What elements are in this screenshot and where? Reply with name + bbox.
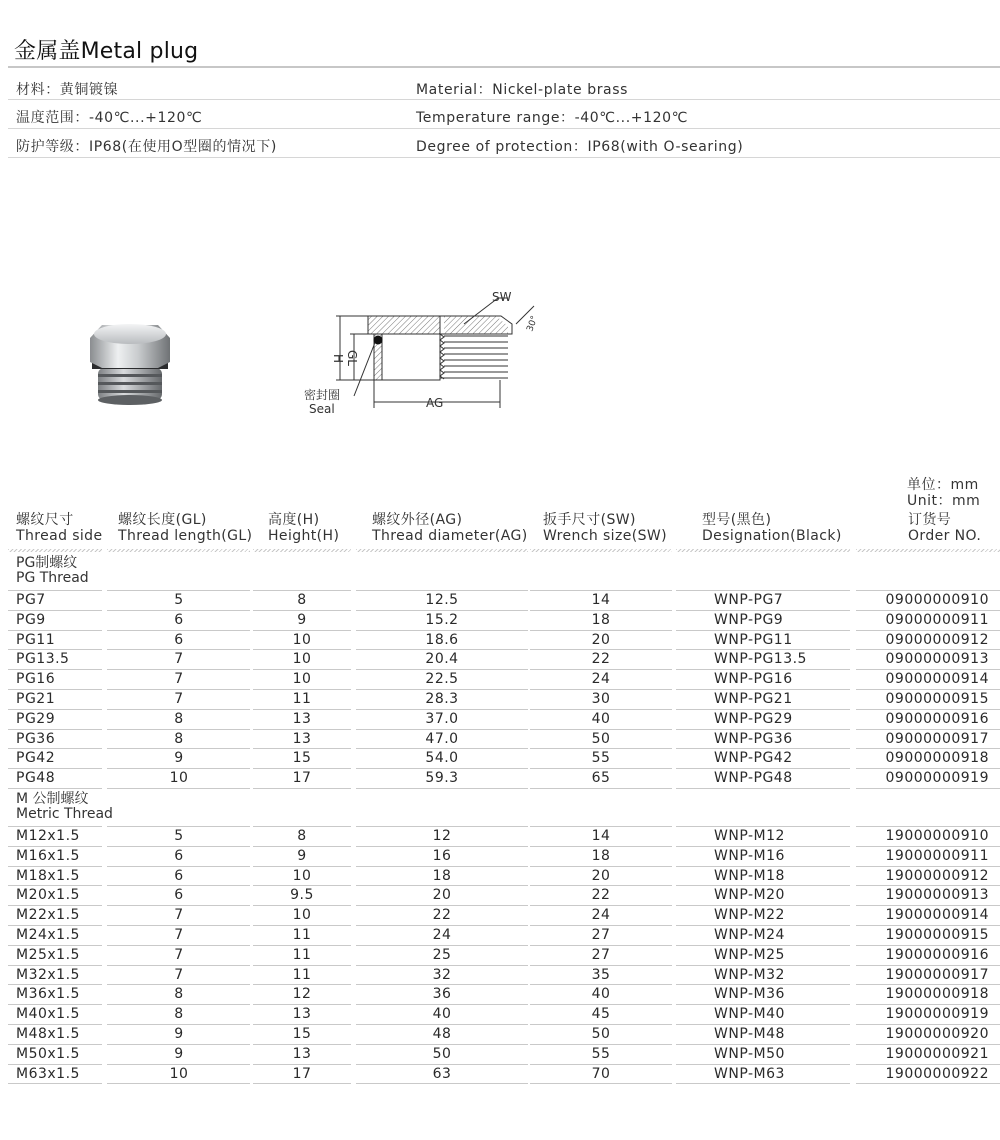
header-thread-diameter <box>372 512 528 544</box>
label-seal-en: Seal <box>309 402 335 416</box>
cell-height: 13 <box>292 710 312 727</box>
title-divider <box>8 66 1000 68</box>
row-divider <box>676 1083 850 1084</box>
cell-wrench-size: 20 <box>591 867 611 884</box>
cell-order-no: 19000000916 <box>885 946 989 963</box>
cell-thread-side: M63x1.5 <box>16 1065 80 1082</box>
cell-thread-length: 7 <box>174 946 184 963</box>
label-gl: GL <box>345 350 359 366</box>
cell-thread-length: 7 <box>174 927 184 943</box>
row-divider <box>8 788 102 789</box>
spec-divider <box>8 128 1000 129</box>
cell-order-no: 19000000919 <box>885 1006 989 1023</box>
cell-thread-diameter: 22 <box>432 907 452 924</box>
row-divider <box>356 1083 528 1084</box>
section-subtitle: PG Thread <box>16 570 89 586</box>
header-designation <box>702 512 842 544</box>
cell-height: 10 <box>292 671 312 688</box>
cell-order-no: 19000000914 <box>885 907 989 924</box>
unit-label-cn: 单位：mm <box>907 477 979 493</box>
cell-thread-diameter: 18.6 <box>425 631 459 648</box>
row-divider <box>676 788 850 789</box>
cell-thread-length: 6 <box>174 847 184 864</box>
row-divider <box>107 1083 250 1084</box>
cell-thread-length: 6 <box>174 611 184 628</box>
spec-temperature-en: Temperature range：-40℃...+120℃ <box>416 110 688 126</box>
cell-thread-diameter: 22.5 <box>425 671 459 688</box>
cell-thread-length: 7 <box>174 671 184 688</box>
cell-wrench-size: 55 <box>591 750 611 767</box>
cell-order-no: 09000000912 <box>885 631 989 648</box>
page-title: 金属盖Metal plug <box>14 39 199 64</box>
cell-thread-diameter: 50 <box>432 1045 452 1062</box>
cell-thread-side: M48x1.5 <box>16 1026 80 1042</box>
spec-protection-en: Degree of protection：IP68(with O-searing) <box>416 139 744 155</box>
cell-order-no: 09000000918 <box>885 750 989 767</box>
header-height <box>268 512 339 544</box>
header-cn: 螺纹外径(AG) <box>372 512 463 528</box>
cell-designation: WNP-PG16 <box>714 671 793 688</box>
cell-thread-diameter: 59.3 <box>425 770 459 787</box>
cell-height: 9 <box>297 847 307 864</box>
label-angle: 30° <box>525 314 541 334</box>
cell-designation: WNP-PG7 <box>714 592 784 608</box>
cell-thread-length: 9 <box>174 1026 184 1042</box>
cell-thread-side: M22x1.5 <box>16 907 80 924</box>
cell-designation: WNP-PG48 <box>714 770 793 787</box>
cell-designation: WNP-M50 <box>714 1045 785 1062</box>
cell-thread-side: PG16 <box>16 671 56 688</box>
unit-label-en: Unit：mm <box>907 493 981 509</box>
cell-order-no: 09000000911 <box>885 611 989 628</box>
cell-order-no: 09000000910 <box>885 592 989 608</box>
cell-designation: WNP-PG11 <box>714 631 793 648</box>
cell-thread-length: 6 <box>174 867 184 884</box>
cell-order-no: 19000000920 <box>885 1026 989 1042</box>
cell-wrench-size: 14 <box>591 592 611 608</box>
cell-height: 13 <box>292 1006 312 1023</box>
section-subtitle: Metric Thread <box>16 806 113 822</box>
cell-designation: WNP-M24 <box>714 927 785 943</box>
cell-designation: WNP-PG42 <box>714 750 793 767</box>
cell-wrench-size: 24 <box>591 671 611 688</box>
cell-wrench-size: 27 <box>591 927 611 943</box>
header-wrench-size <box>543 512 667 544</box>
cell-thread-side: M12x1.5 <box>16 828 80 844</box>
cell-thread-side: M16x1.5 <box>16 847 80 864</box>
row-divider <box>356 788 528 789</box>
cell-thread-side: M50x1.5 <box>16 1045 80 1062</box>
label-ag: AG <box>426 396 444 410</box>
header-en: Thread length(GL) <box>118 528 253 544</box>
cell-thread-diameter: 20.4 <box>425 651 459 668</box>
header-cn: 螺纹长度(GL) <box>118 512 207 528</box>
cell-wrench-size: 50 <box>591 1026 611 1042</box>
cell-thread-side: PG11 <box>16 631 56 648</box>
cell-designation: WNP-PG13.5 <box>714 651 807 668</box>
section-title: M 公制螺纹 <box>16 791 89 807</box>
cell-designation: WNP-M22 <box>714 907 785 924</box>
header-divider <box>8 549 102 552</box>
cell-wrench-size: 20 <box>591 631 611 648</box>
cell-thread-diameter: 18 <box>432 867 452 884</box>
header-thread-side <box>16 512 103 544</box>
cell-height: 15 <box>292 1026 312 1042</box>
header-cn: 订货号 <box>908 512 952 528</box>
cell-thread-length: 10 <box>169 1065 189 1082</box>
cell-designation: WNP-M32 <box>714 966 785 983</box>
cell-height: 10 <box>292 631 312 648</box>
cell-thread-side: M36x1.5 <box>16 986 80 1003</box>
label-seal-cn: 密封圈 <box>304 388 341 402</box>
row-divider <box>8 1083 102 1084</box>
spec-divider <box>8 157 1000 158</box>
cell-thread-diameter: 54.0 <box>425 750 459 767</box>
header-en: Thread diameter(AG) <box>372 528 528 544</box>
row-divider <box>253 788 351 789</box>
spec-material-cn: 材料：黄铜镀镍 <box>16 82 119 98</box>
cell-thread-length: 5 <box>174 828 184 844</box>
cell-designation: WNP-PG9 <box>714 611 784 628</box>
header-divider <box>253 549 351 552</box>
cell-order-no: 09000000913 <box>885 651 989 668</box>
header-divider <box>356 549 528 552</box>
header-thread-length <box>118 512 252 544</box>
header-en: Height(H) <box>268 528 340 544</box>
cell-thread-side: M40x1.5 <box>16 1006 80 1023</box>
cell-designation: WNP-M40 <box>714 1006 785 1023</box>
header-cn: 型号(黑色) <box>702 512 772 528</box>
cell-order-no: 19000000911 <box>885 847 989 864</box>
cell-wrench-size: 55 <box>591 1045 611 1062</box>
cell-height: 17 <box>292 770 312 787</box>
cell-designation: WNP-M36 <box>714 986 785 1003</box>
cell-height: 10 <box>292 907 312 924</box>
dimension-drawing <box>296 284 556 418</box>
cell-thread-length: 8 <box>174 710 184 727</box>
cell-height: 9.5 <box>290 887 314 904</box>
cell-thread-diameter: 36 <box>432 986 452 1003</box>
cell-wrench-size: 14 <box>591 828 611 844</box>
cell-thread-diameter: 47.0 <box>425 730 459 747</box>
spec-divider <box>8 99 1000 100</box>
header-divider <box>856 549 1000 552</box>
header-en: Designation(Black) <box>702 528 842 544</box>
cell-thread-diameter: 12 <box>432 828 452 844</box>
cell-wrench-size: 40 <box>591 710 611 727</box>
cell-thread-diameter: 24 <box>432 927 452 943</box>
cell-wrench-size: 50 <box>591 730 611 747</box>
cell-wrench-size: 35 <box>591 966 611 983</box>
cell-wrench-size: 18 <box>591 847 611 864</box>
cell-thread-side: M18x1.5 <box>16 867 80 884</box>
cell-height: 11 <box>292 946 312 963</box>
cell-height: 10 <box>292 651 312 668</box>
cell-height: 11 <box>292 927 312 943</box>
cell-thread-diameter: 63 <box>432 1065 452 1082</box>
cell-order-no: 09000000916 <box>885 710 989 727</box>
cell-designation: WNP-PG29 <box>714 710 793 727</box>
cell-height: 8 <box>297 592 307 608</box>
row-divider <box>107 788 250 789</box>
cell-thread-side: PG7 <box>16 592 46 608</box>
cell-wrench-size: 22 <box>591 887 611 904</box>
cell-order-no: 19000000915 <box>885 927 989 943</box>
cell-thread-side: M32x1.5 <box>16 966 80 983</box>
cell-thread-length: 8 <box>174 1006 184 1023</box>
row-divider <box>530 1083 672 1084</box>
cell-thread-length: 10 <box>169 770 189 787</box>
row-divider <box>856 788 1000 789</box>
cell-order-no: 19000000917 <box>885 966 989 983</box>
cell-designation: WNP-M18 <box>714 867 785 884</box>
cell-thread-length: 7 <box>174 907 184 924</box>
cell-wrench-size: 70 <box>591 1065 611 1082</box>
header-divider <box>676 549 850 552</box>
cell-thread-length: 7 <box>174 651 184 668</box>
cell-designation: WNP-PG21 <box>714 691 793 707</box>
cell-order-no: 09000000914 <box>885 671 989 688</box>
cell-height: 11 <box>292 691 312 707</box>
cell-thread-length: 9 <box>174 750 184 767</box>
cell-thread-length: 6 <box>174 887 184 904</box>
cell-order-no: 19000000921 <box>885 1045 989 1062</box>
cell-thread-side: PG42 <box>16 750 56 767</box>
cell-height: 12 <box>292 986 312 1003</box>
cell-thread-side: PG36 <box>16 730 56 747</box>
cell-thread-side: PG21 <box>16 691 56 707</box>
cell-thread-side: PG48 <box>16 770 56 787</box>
header-cn: 螺纹尺寸 <box>16 512 74 528</box>
header-en: Order NO. <box>908 528 982 544</box>
header-cn: 扳手尺寸(SW) <box>543 512 636 528</box>
label-h: H <box>331 354 345 364</box>
spec-protection-cn: 防护等级：IP68(在使用O型圈的情况下) <box>16 139 277 155</box>
header-cn: 高度(H) <box>268 512 320 528</box>
cell-thread-diameter: 40 <box>432 1006 452 1023</box>
cell-designation: WNP-M48 <box>714 1026 785 1042</box>
cell-thread-diameter: 20 <box>432 887 452 904</box>
cell-thread-diameter: 28.3 <box>425 691 459 707</box>
header-divider <box>530 549 672 552</box>
cell-thread-length: 6 <box>174 631 184 648</box>
header-en: Thread side <box>16 528 103 544</box>
cell-height: 13 <box>292 1045 312 1062</box>
cell-designation: WNP-M63 <box>714 1065 785 1082</box>
cell-designation: WNP-M16 <box>714 847 785 864</box>
cell-thread-length: 9 <box>174 1045 184 1062</box>
cell-thread-diameter: 12.5 <box>425 592 459 608</box>
cell-wrench-size: 22 <box>591 651 611 668</box>
cell-height: 13 <box>292 730 312 747</box>
cell-thread-length: 8 <box>174 730 184 747</box>
cell-wrench-size: 40 <box>591 986 611 1003</box>
cell-order-no: 19000000912 <box>885 867 989 884</box>
cell-thread-side: M25x1.5 <box>16 946 80 963</box>
cell-thread-diameter: 37.0 <box>425 710 459 727</box>
cell-wrench-size: 45 <box>591 1006 611 1023</box>
row-divider <box>530 788 672 789</box>
spec-material-en: Material：Nickel-plate brass <box>416 82 629 98</box>
cell-thread-diameter: 15.2 <box>425 611 459 628</box>
cell-height: 9 <box>297 611 307 628</box>
cell-order-no: 19000000910 <box>885 828 989 844</box>
cell-thread-length: 8 <box>174 986 184 1003</box>
cell-designation: WNP-M25 <box>714 946 785 963</box>
header-divider <box>107 549 250 552</box>
metal-plug-photo <box>80 320 180 405</box>
cell-wrench-size: 18 <box>591 611 611 628</box>
cell-height: 15 <box>292 750 312 767</box>
cell-thread-length: 7 <box>174 966 184 983</box>
cell-order-no: 09000000917 <box>885 730 989 747</box>
section-title: PG制螺纹 <box>16 555 78 571</box>
cell-thread-diameter: 25 <box>432 946 452 963</box>
row-divider <box>253 1083 351 1084</box>
cell-height: 8 <box>297 828 307 844</box>
cell-thread-diameter: 16 <box>432 847 452 864</box>
cell-thread-diameter: 48 <box>432 1026 452 1042</box>
cell-wrench-size: 27 <box>591 946 611 963</box>
cell-height: 11 <box>292 966 312 983</box>
cell-order-no: 19000000913 <box>885 887 989 904</box>
cell-height: 10 <box>292 867 312 884</box>
cell-thread-side: PG29 <box>16 710 56 727</box>
cell-thread-length: 7 <box>174 691 184 707</box>
header-en: Wrench size(SW) <box>543 528 667 544</box>
cell-designation: WNP-M20 <box>714 887 785 904</box>
cell-designation: WNP-PG36 <box>714 730 793 747</box>
cell-order-no: 19000000918 <box>885 986 989 1003</box>
cell-wrench-size: 30 <box>591 691 611 707</box>
cell-thread-side: M24x1.5 <box>16 927 80 943</box>
label-sw: SW <box>492 290 512 304</box>
cell-wrench-size: 65 <box>591 770 611 787</box>
row-divider <box>856 1083 1000 1084</box>
header-order-no <box>908 512 981 544</box>
cell-order-no: 09000000919 <box>885 770 989 787</box>
cell-thread-side: PG13.5 <box>16 651 70 668</box>
cell-thread-side: M20x1.5 <box>16 887 80 904</box>
cell-thread-length: 5 <box>174 592 184 608</box>
cell-designation: WNP-M12 <box>714 828 785 844</box>
cell-order-no: 09000000915 <box>885 691 989 707</box>
cell-wrench-size: 24 <box>591 907 611 924</box>
cell-order-no: 19000000922 <box>885 1065 989 1082</box>
spec-temperature-cn: 温度范围：-40℃...+120℃ <box>16 110 203 126</box>
cell-thread-side: PG9 <box>16 611 46 628</box>
cell-thread-diameter: 32 <box>432 966 452 983</box>
cell-height: 17 <box>292 1065 312 1082</box>
